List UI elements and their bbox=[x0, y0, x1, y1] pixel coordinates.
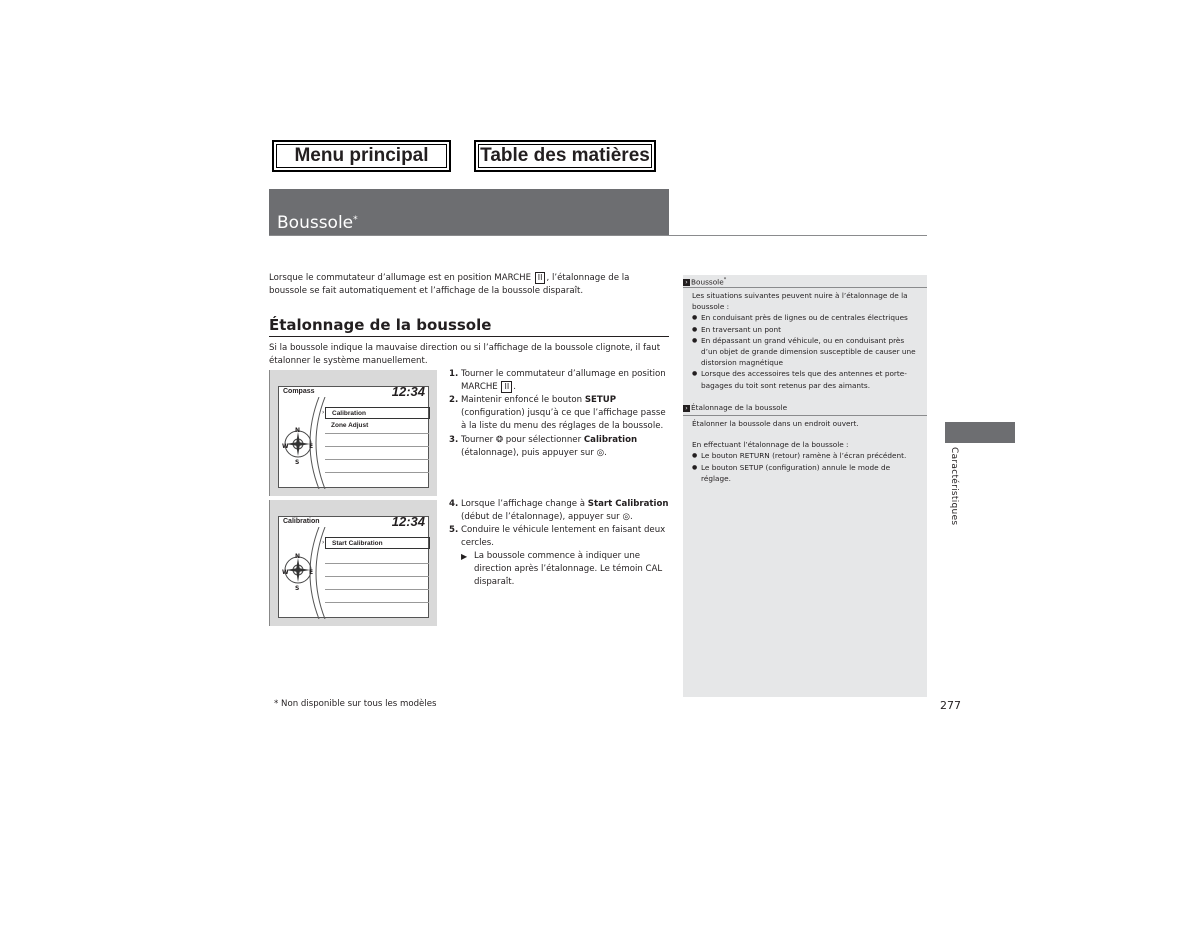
compass-n: N bbox=[295, 553, 301, 560]
footnote: * Non disponible sur tous les modèles bbox=[274, 699, 437, 709]
step-1: 1. Tourner le commutateur d’allumage en position MARCHE II . bbox=[449, 369, 666, 393]
list-item: ● En dépassant un grand véhicule, ou en conduisant près d’un objet de grande dimension susceptible de causer une distorsion magnétique bbox=[692, 335, 920, 369]
compass-e: E bbox=[309, 569, 314, 576]
sidebar-heading-boussole: › Boussole* bbox=[683, 274, 927, 286]
push-knob-icon: ◎ bbox=[596, 448, 605, 459]
section-title-bar bbox=[269, 189, 669, 235]
sidebar-section-2: Étalonner la boussole dans un endroit ouvert. En effectuant l’étalonnage de la boussole : ● Le bouton RETURN (retour) ramène à l’écran précédent. ● Le bouton SETUP (configuration) annule le mode de réglage. bbox=[692, 418, 920, 484]
sidebar-section-1: Les situations suivantes peuvent nuire à l’étalonnage de la boussole : ● En conduisant près de lignes ou de centrales électriques ● En traversant un pont ● En dépassant un grand véhicule, ou en conduisant près d’un objet de grande dimension susceptible de causer une distorsion magnétique ● Lorsque des accessoires tels que des antennes et porte-bagages du toit sont retenus par des aimants. bbox=[692, 290, 920, 391]
intro-paragraph: Lorsque le commutateur d’allumage est en position MARCHE II , l’étalonnage de la boussole se fait automatiquement et l’affichage de la boussole disparaît. bbox=[269, 273, 630, 297]
step-5-result: ▶ La boussole commence à indiquer une direction après l’étalonnage. Le témoin CAL disparaît. bbox=[461, 551, 663, 588]
title-rule bbox=[269, 235, 927, 236]
sidebar-heading-etalonnage: › Étalonnage de la boussole bbox=[683, 402, 927, 414]
compass-w: W bbox=[282, 443, 289, 450]
compass-n: N bbox=[295, 427, 301, 434]
compass-w: W bbox=[282, 569, 289, 576]
screen-clock: 12:34 bbox=[391, 514, 425, 529]
reference-icon: › bbox=[683, 279, 690, 286]
list-item: ● Le bouton SETUP (configuration) annule le mode de réglage. bbox=[692, 462, 920, 484]
step-5: 5. Conduire le véhicule lentement en faisant deux cercles. bbox=[449, 525, 666, 549]
screen-clock: 12:34 bbox=[391, 384, 425, 399]
step-4: 4. Lorsque l’affichage change à Start Calibration (début de l’étalonnage), appuyer sur ◎. bbox=[449, 499, 669, 523]
sidebar-rule bbox=[683, 415, 927, 416]
manual-paragraph: Si la boussole indique la mauvaise direction ou si l’affichage de la boussole clignote, il faut étalonner le système manuellement. bbox=[269, 343, 661, 367]
screen-label: Compass bbox=[283, 388, 315, 395]
list-item: ● Le bouton RETURN (retour) ramène à l’écran précédent. bbox=[692, 450, 920, 461]
reference-icon: › bbox=[683, 405, 690, 412]
chapter-tab-label: Caractéristiques bbox=[949, 447, 959, 526]
chapter-tab[interactable] bbox=[945, 422, 1015, 443]
main-menu-button[interactable]: Menu principal bbox=[272, 140, 451, 172]
compass-s: S bbox=[295, 459, 300, 466]
calibration-heading: Étalonnage de la boussole bbox=[269, 316, 492, 334]
compass-s: S bbox=[295, 585, 300, 592]
result-arrow-icon: ▶ bbox=[461, 552, 468, 561]
screen-item-zone-adjust: Zone Adjust bbox=[331, 422, 369, 429]
sidebar-rule bbox=[683, 287, 927, 288]
table-of-contents-button[interactable]: Table des matières bbox=[474, 140, 656, 172]
section-title: Boussole* bbox=[277, 213, 358, 233]
heading-rule bbox=[269, 336, 669, 337]
ignition-key-symbol: II bbox=[535, 272, 546, 284]
compass-menu-screen bbox=[269, 370, 437, 496]
list-item: ● En conduisant près de lignes ou de centrales électriques bbox=[692, 312, 920, 323]
list-item: ● Lorsque des accessoires tels que des antennes et porte-bagages du toit sont retenus par des aimants. bbox=[692, 368, 920, 390]
page-number: 277 bbox=[940, 699, 961, 712]
compass-e: E bbox=[309, 443, 314, 450]
screen-item-calibration: Calibration bbox=[325, 407, 430, 419]
selection-chevron-icon: › bbox=[322, 409, 325, 416]
screen-item-start-calibration: Start Calibration bbox=[325, 537, 430, 549]
list-item: ● En traversant un pont bbox=[692, 324, 920, 335]
ignition-key-symbol: II bbox=[501, 381, 512, 393]
selection-chevron-icon: › bbox=[322, 539, 325, 546]
selector-knob-icon: ❂ bbox=[495, 435, 504, 445]
push-knob-icon: ◎ bbox=[622, 512, 630, 523]
step-3: 3. Tourner ❂ pour sélectionner Calibration (étalonnage), puis appuyer sur ◎. bbox=[449, 435, 638, 459]
step-2: 2. Maintenir enfoncé le bouton SETUP (configuration) jusqu’à ce que l’affichage passe à la liste du menu des réglages de la boussole. bbox=[449, 395, 666, 432]
screen-label: Calibration bbox=[283, 518, 320, 525]
calibration-screen bbox=[269, 500, 437, 626]
